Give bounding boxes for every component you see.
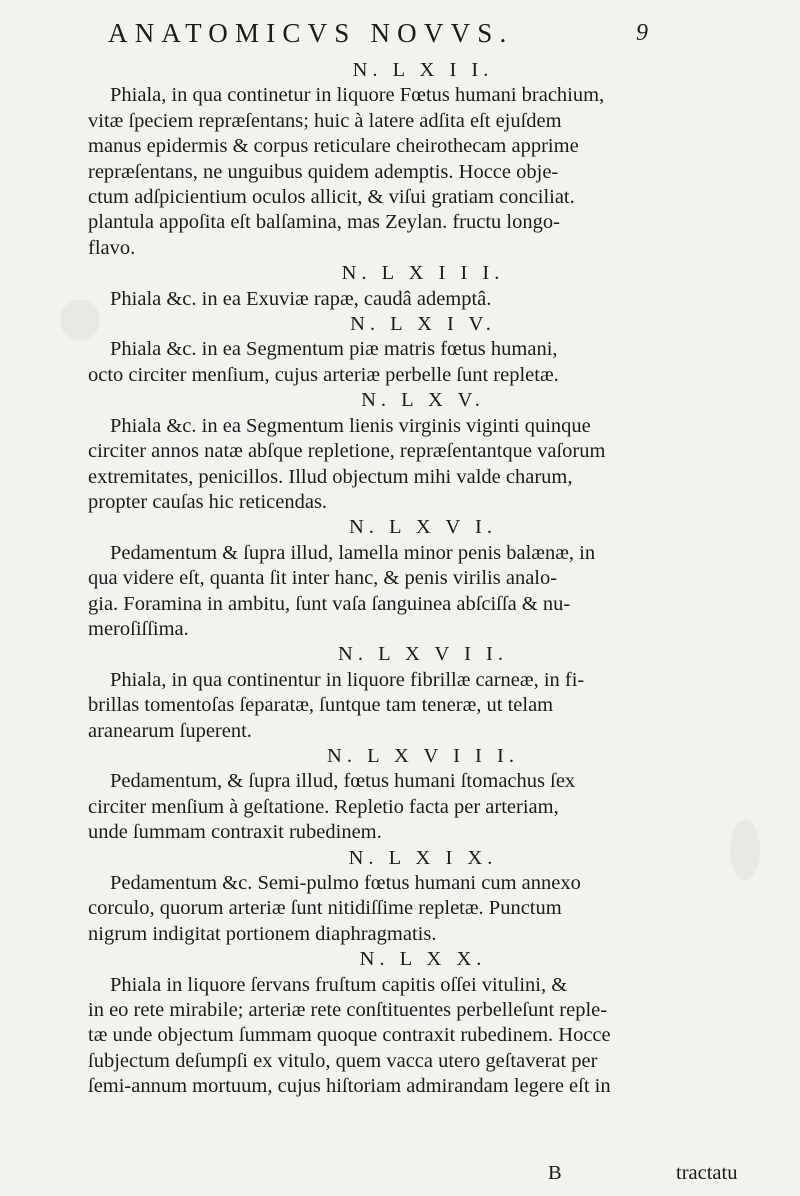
catalogue-entry: [88, 388, 738, 515]
entry-number: N. L X V.: [361, 389, 485, 412]
entry-text-line: meroſiſſima.: [88, 617, 189, 640]
entry-text-line: Phiala &c. in ea Exuviæ rapæ, caudâ ademptâ.: [110, 287, 492, 310]
entry-text-line: vitæ ſpeciem repræſentans; huic à latere adſita eſt ejuſdem: [88, 109, 562, 132]
entry-number: N. L X X.: [359, 948, 487, 971]
entry-text-line: Pedamentum, & ſupra illud, fœtus humani ſtomachus ſex: [110, 770, 576, 793]
signature-mark: B: [548, 1162, 562, 1184]
catchword: tractatu: [676, 1162, 738, 1184]
entry-text-line: corculo, quorum arteriæ ſunt nitidiſſime repletæ. Punctum: [88, 897, 562, 920]
catalogue-entry: [88, 744, 738, 846]
entry-text-line: propter cauſas hic reticendas.: [88, 490, 328, 513]
entry-number: N. L X V I I.: [338, 643, 508, 666]
entry-text-line: circiter menſium à geſtatione. Repletio facta per arteriam,: [88, 795, 559, 818]
entry-text-line: manus epidermis & corpus reticulare cheirothecam apprime: [88, 135, 579, 158]
catalogue-text: [88, 58, 738, 1100]
entry-text-line: circiter annos natæ abſque repletione, repræſentantque vaſorum: [88, 440, 606, 463]
entry-text-line: nigrum indigitat portionem diaphragmatis.: [88, 922, 437, 945]
running-title: ANATOMICVS NOVVS.: [108, 18, 514, 48]
catalogue-entry: [88, 58, 738, 261]
entry-text-line: tæ unde objectum ſummam quoque contraxit rubedinem. Hocce: [88, 1024, 611, 1047]
entry-text-line: extremitates, penicillos. Illud objectum mihi valde charum,: [88, 465, 573, 488]
entry-number: N. L X I V.: [350, 313, 496, 336]
entry-number: N. L X I I.: [352, 59, 494, 81]
entry-number: N. L X I I I.: [341, 262, 505, 285]
entry-text-line: ſubjectum deſumpſi ex vitulo, quem vacca utero geſtaverat per: [88, 1049, 598, 1072]
entry-text-line: repræſentans, ne unguibus quidem ademptis. Hocce obje-: [88, 160, 559, 183]
entry-text-line: brillas tomentoſas ſeparatæ, ſuntque tam teneræ, ut telam: [88, 694, 554, 717]
entry-text-line: Phiala, in qua continentur in liquore fibrillæ carneæ, in fi-: [110, 668, 585, 691]
catalogue-entry: [88, 261, 738, 312]
entry-text-line: unde ſummam contraxit rubedinem.: [88, 821, 382, 844]
entry-text-line: ctum adſpicientium oculos allicit, & viſui gratiam conciliat.: [88, 186, 575, 209]
catalogue-entry: [88, 515, 738, 642]
catalogue-entry: [88, 846, 738, 948]
entry-text-line: ſemi-annum mortuum, cujus hiſtoriam admirandam legere eſt in: [88, 1075, 611, 1098]
entry-text-line: Phiala &c. in ea Segmentum piæ matris fœtus humani,: [110, 338, 558, 361]
catalogue-entry: [88, 642, 738, 744]
entry-text-line: plantula appoſita eſt balſamina, mas Zeylan. fructu longo-: [88, 211, 560, 234]
entry-text-line: in eo rete mirabile; arteriæ rete conſtituentes perbelleſunt reple-: [88, 999, 608, 1022]
page-number: 9: [636, 20, 648, 46]
entry-number: N. L X V I.: [348, 516, 497, 539]
entry-text-line: Phiala in liquore ſervans fruſtum capitis oſſei vitulini, &: [110, 973, 568, 996]
entry-text-line: Phiala, in qua continetur in liquore Fœtus humani brachium,: [110, 84, 605, 107]
entry-text-line: flavo.: [88, 236, 136, 259]
entry-number: N. L X V I I I.: [327, 744, 519, 767]
entry-text-line: gia. Foramina in ambitu, ſunt vaſa ſanguinea abſciſſa & nu-: [88, 592, 571, 615]
entry-text-line: qua videre eſt, quanta ſit inter hanc, & penis virilis analo-: [88, 567, 558, 590]
entry-text-line: Pedamentum &c. Semi-pulmo fœtus humani cum annexo: [110, 872, 581, 894]
entry-text-line: octo circiter menſium, cujus arteriæ perbelle ſunt repletæ.: [88, 363, 559, 386]
catalogue-entry: [88, 312, 738, 388]
catalogue-entry: [88, 947, 738, 1099]
entry-text-line: Pedamentum & ſupra illud, lamella minor penis balænæ, in: [110, 541, 596, 564]
entry-text-line: aranearum ſuperent.: [88, 719, 252, 742]
entry-text-line: Phiala &c. in ea Segmentum lienis virginis viginti quinque: [110, 414, 591, 437]
entry-number: N. L X I X.: [348, 846, 498, 869]
